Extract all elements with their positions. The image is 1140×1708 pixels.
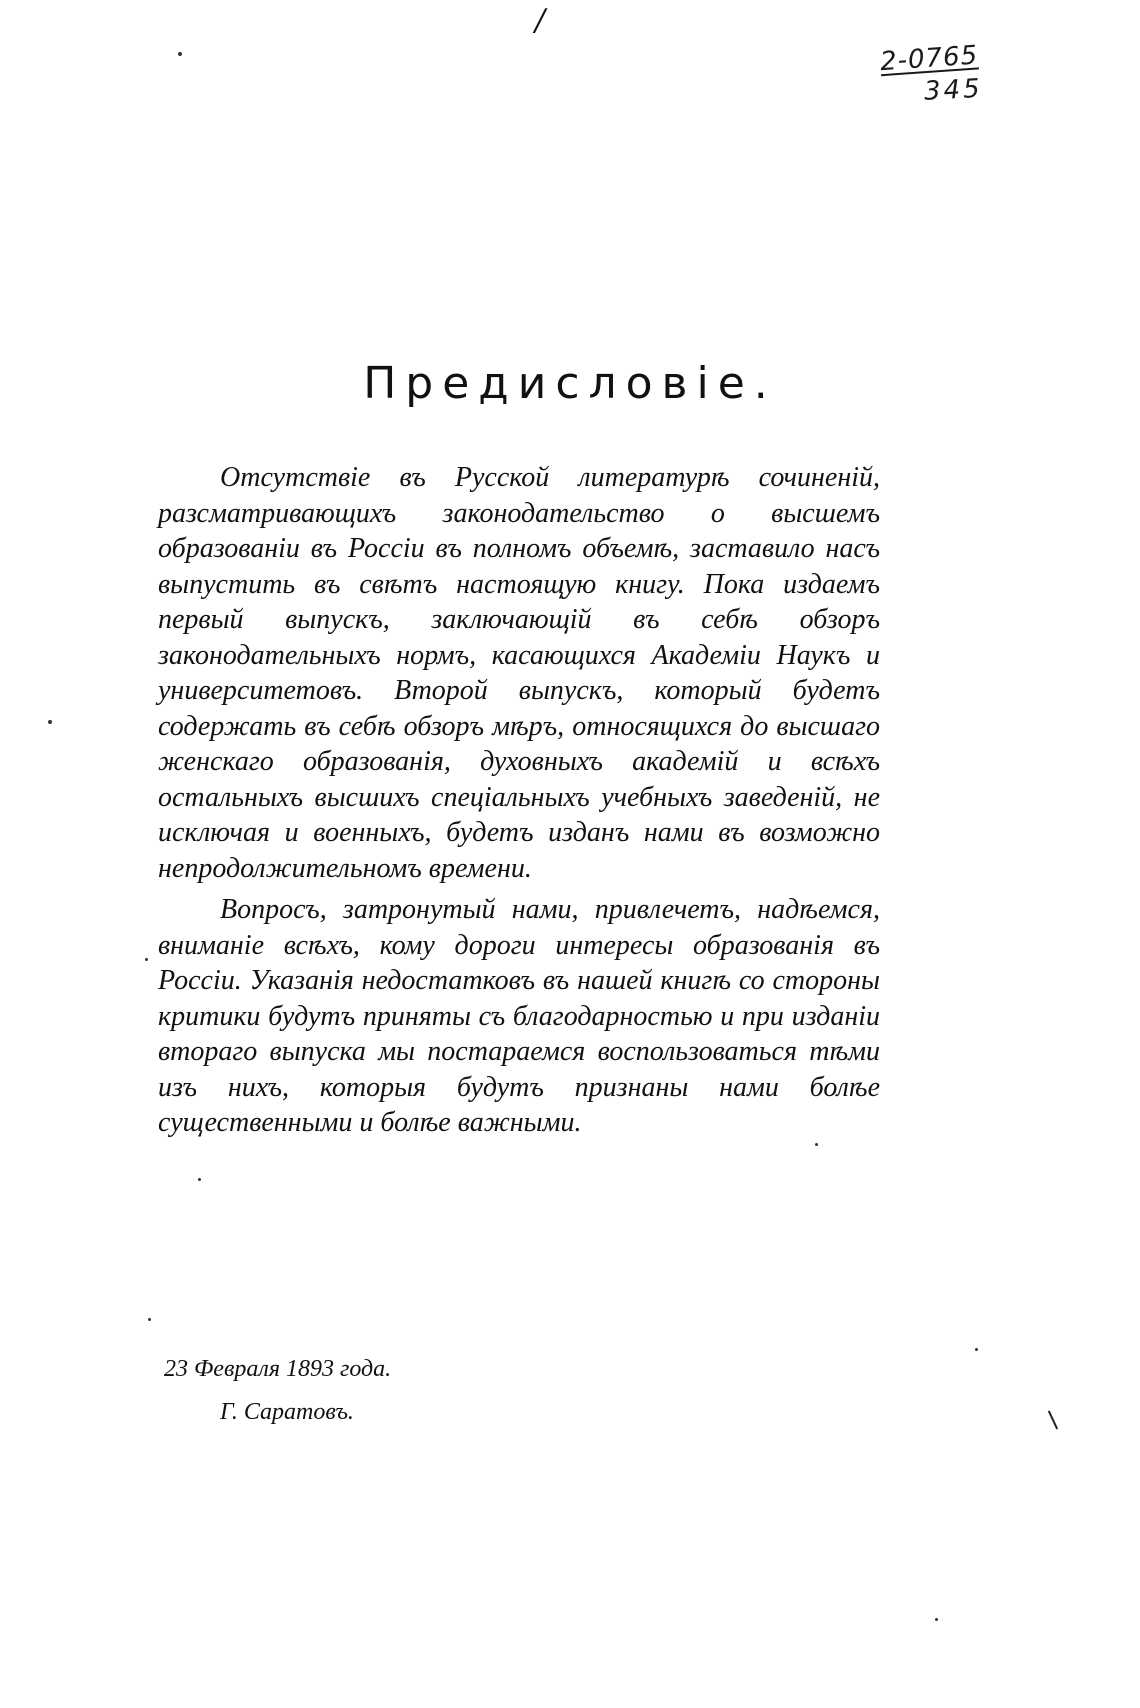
scan-speck (815, 1143, 818, 1146)
scan-scratch (1048, 1411, 1058, 1430)
signature-date: 23 Февраля 1893 года. (164, 1356, 392, 1382)
scan-speck (145, 958, 148, 961)
shelfmark-line-1: 2-0765 (879, 40, 980, 78)
shelfmark-line-2: 345 (923, 73, 984, 107)
scan-speck (198, 1178, 201, 1181)
scan-speck (48, 720, 52, 724)
scan-speck (178, 52, 182, 56)
scan-speck (148, 1318, 151, 1321)
paragraph-2: Вопросъ, затронутый нами, привлечетъ, надѣемся, вниманіе всѣхъ, кому дороги интересы образованія въ Россіи. Указанія недостатковъ въ нашей книгѣ со стороны критики будутъ приняты съ благодарностью и при изданіи втораго выпуска мы постараемся воспользоваться тѣми изъ нихъ, которыя будутъ признаны нами болѣе существенными и болѣе важными. (158, 894, 880, 1138)
scan-speck (975, 1348, 978, 1351)
scan-speck (935, 1618, 938, 1621)
handwritten-shelfmark (879, 40, 1030, 107)
signature-place: Г. Саратовъ. (220, 1399, 354, 1425)
paragraph-1: Отсутствіе въ Русской литературѣ сочиненій, разсматривающихъ законодательство о высшемъ образованіи въ Россіи въ полномъ объемѣ, заставило насъ выпустить въ свѣтъ настоящую книгу. Пока издаемъ первый выпускъ, заключающій въ себѣ обзоръ законодательныхъ нормъ, касающихся Академіи Наукъ и университетовъ. Второй выпускъ, который будетъ содержать въ себѣ обзоръ мѣръ, относящихся до высшаго женскаго образованія, духовныхъ академій и всѣхъ остальныхъ высшихъ спеціальныхъ учебныхъ заведеній, не исключая и военныхъ, будетъ изданъ нами въ возможно непродолжительномъ времени. (158, 462, 880, 884)
page-mark: / (535, 3, 546, 38)
page-title: Предисловіе. (363, 358, 777, 409)
